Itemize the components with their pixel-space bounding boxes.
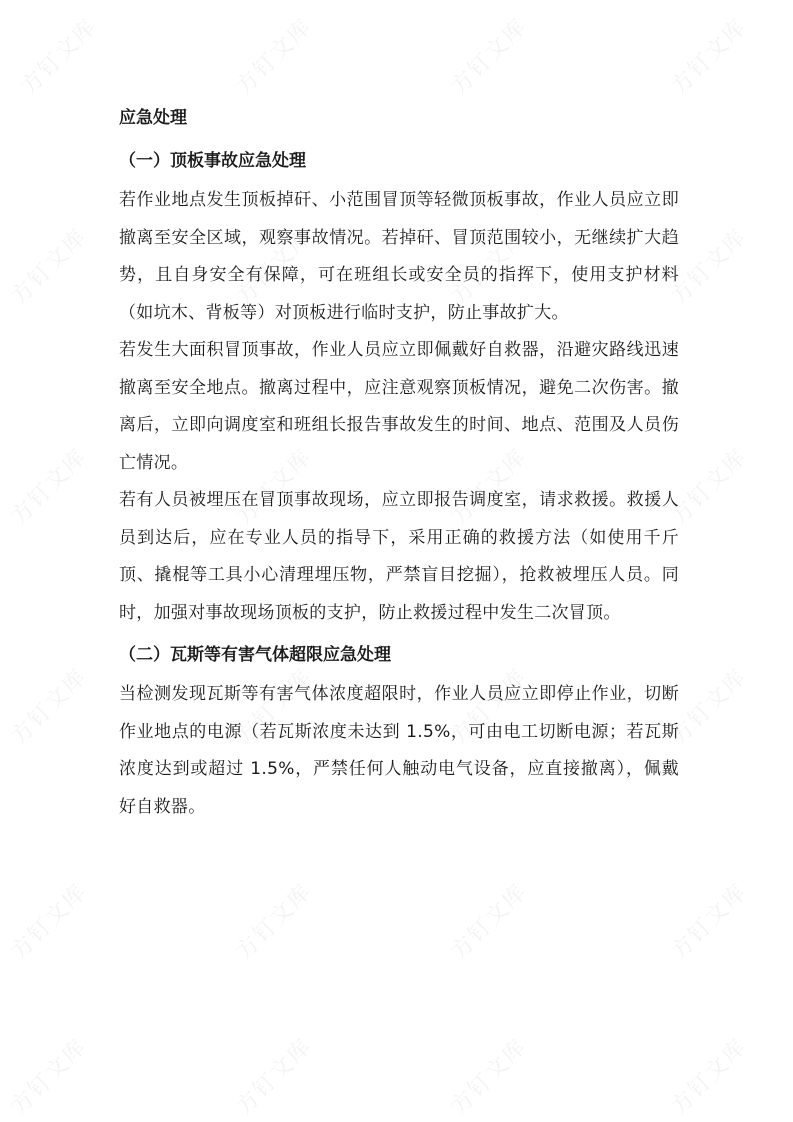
section-heading-roof: （一）顶板事故应急处理 [119,151,306,171]
watermark-text: 方钉文库 [231,1034,318,1120]
watermark-text: 方钉文库 [446,224,533,310]
paragraph: 若发生大面积冒顶事故，作业人员应立即佩戴好自救器，沿避灾路线迅速撤离至安全地点。撤离过程中，应注意观察顶板情况，避免二次伤害。撤离后，立即向调度室和班组长报告事故发生的时间、地点、范围及人员伤亡情况。 [119,340,679,473]
paragraph: 当检测发现瓦斯等有害气体浓度超限时，作业人员应立即停止作业，切断作业地点的电源（若瓦斯浓度未达到 1.5%，可由电工切断电源；若瓦斯浓度达到或超过 1.5%，严禁任何人触动电气设备，应直接撤离），佩戴好自救器。 [119,684,679,817]
watermark-text: 方钉文库 [446,664,533,750]
document-body [119,96,679,826]
watermark-text: 方钉文库 [666,1034,753,1120]
watermark-text: 方钉文库 [666,224,753,310]
watermark-text: 方钉文库 [666,444,753,530]
watermark-text: 方钉文库 [16,14,103,100]
watermark-text: 方钉文库 [6,224,93,310]
watermark-text: 方钉文库 [446,1034,533,1120]
paragraph: 若有人员被埋压在冒顶事故现场，应立即报告调度室，请求救援。救援人员到达后，应在专业人员的指导下，采用正确的救援方法（如使用千斤顶、撬棍等工具小心清理埋压物，严禁盲目挖掘），抢救被埋压人员。同时，加强对事故现场顶板的支护，防止救援过程中发生二次冒顶。 [119,490,679,623]
watermark-text: 方钉文库 [666,14,753,100]
watermark-text: 方钉文库 [666,879,753,965]
watermark-text: 方钉文库 [231,664,318,750]
watermark-text: 方钉文库 [6,1034,93,1120]
watermark-text: 方钉文库 [231,14,318,100]
watermark-text: 方钉文库 [666,664,753,750]
watermark-text: 方钉文库 [231,444,318,530]
paragraph: 若作业地点发生顶板掉矸、小范围冒顶等轻微顶板事故，作业人员应立即撤离至安全区域，观察事故情况。若掉矸、冒顶范围较小，无继续扩大趋势，且自身安全有保障，可在班组长或安全员的指挥下，使用支护材料（如坑木、背板等）对顶板进行临时支护，防止事故扩大。 [119,190,679,323]
watermark-text: 方钉文库 [6,664,93,750]
watermark-text: 方钉文库 [6,444,93,530]
watermark-text: 方钉文库 [231,224,318,310]
document-title: 应急处理 [119,108,187,128]
watermark-text: 方钉文库 [446,879,533,965]
watermark-text: 方钉文库 [446,14,533,100]
section-heading-gas: （二）瓦斯等有害气体超限应急处理 [119,645,391,665]
watermark-text: 方钉文库 [446,444,533,530]
watermark-text: 方钉文库 [6,879,93,965]
watermark-text: 方钉文库 [231,879,318,965]
